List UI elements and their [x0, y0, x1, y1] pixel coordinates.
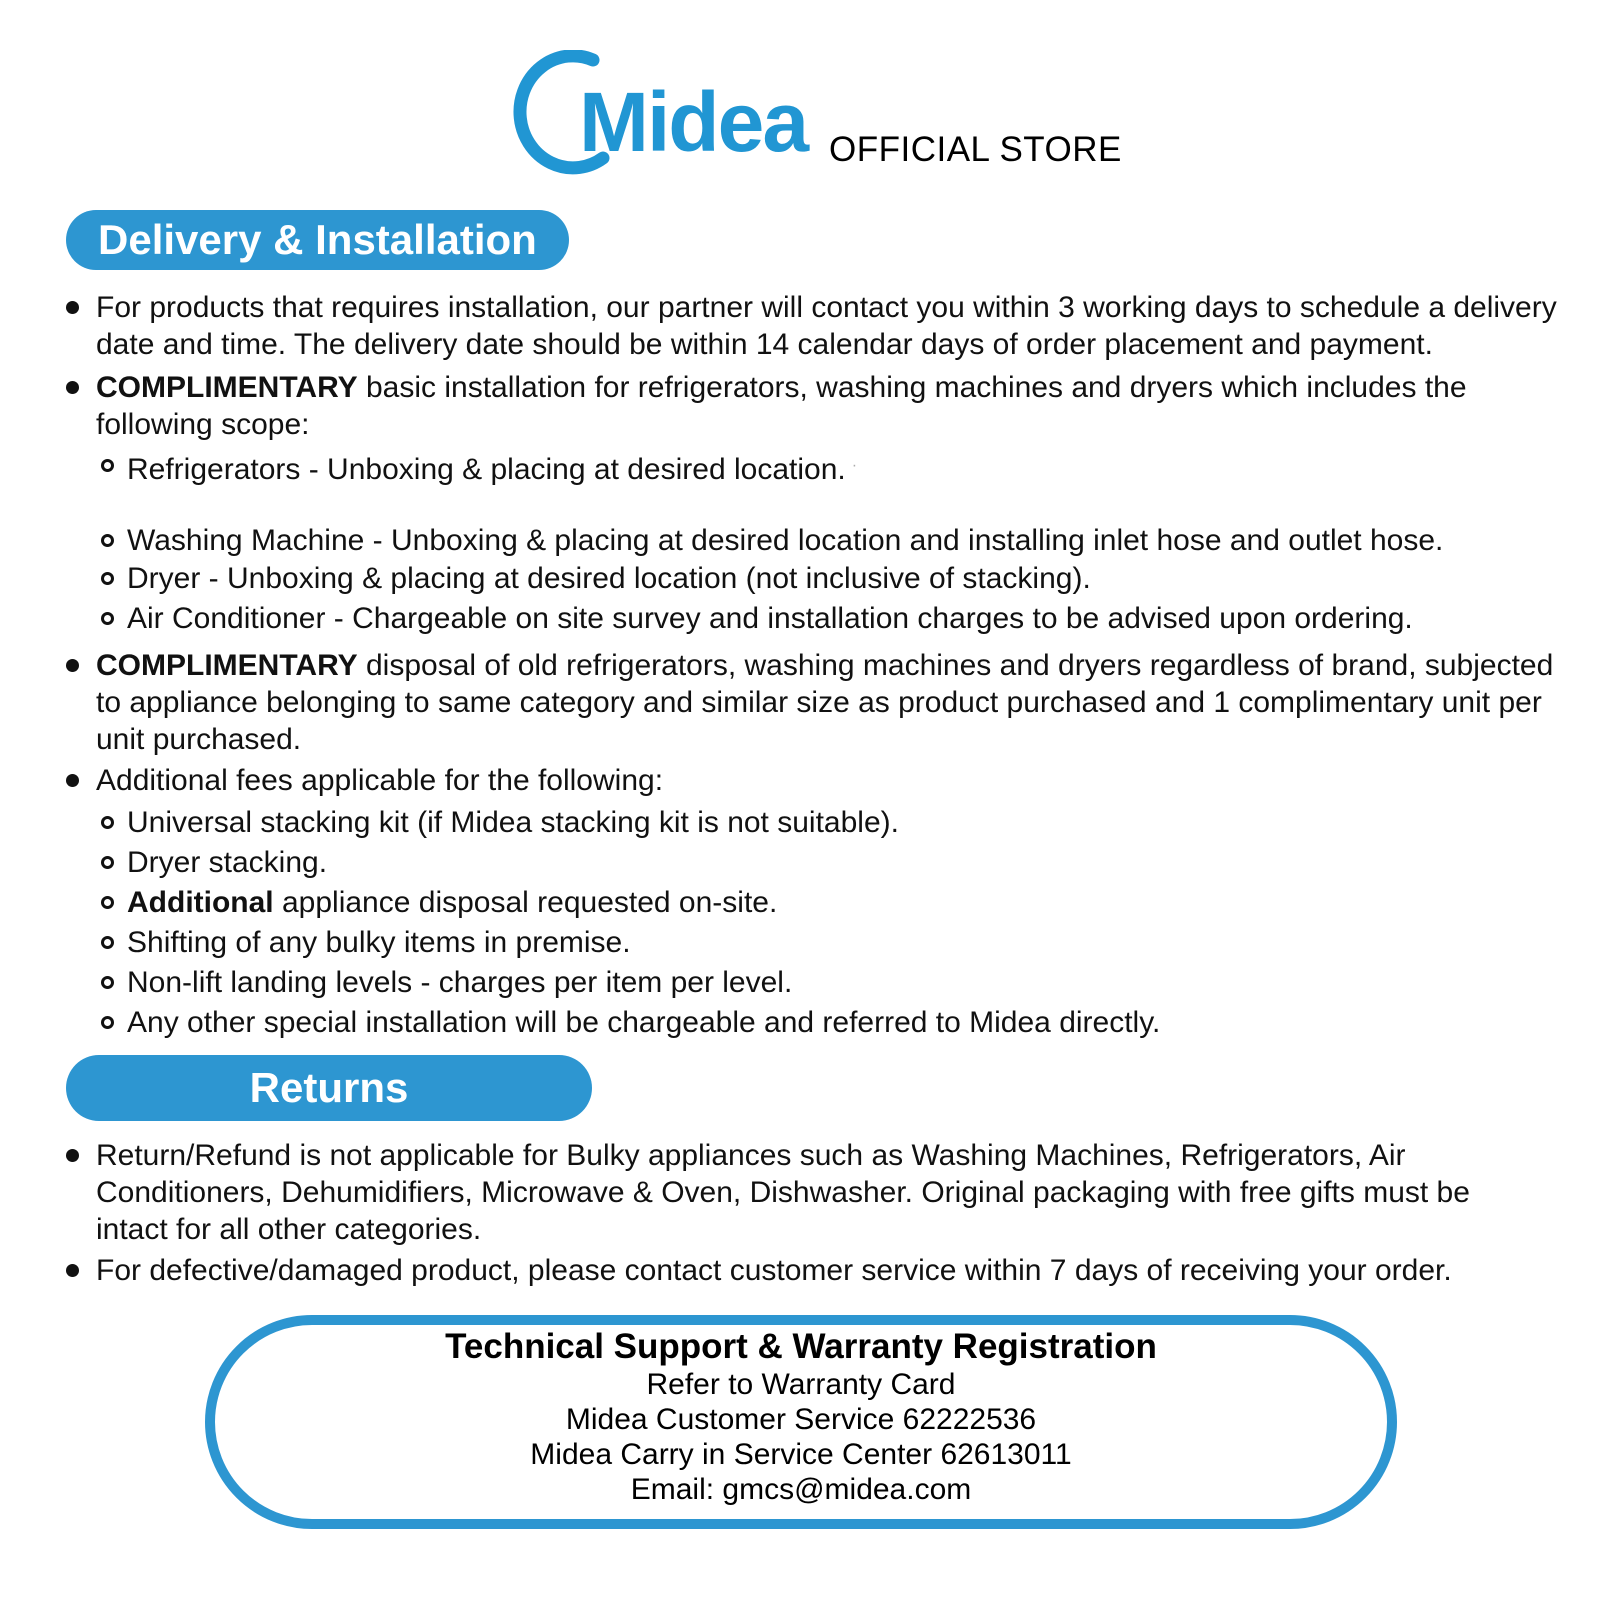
bold-lead: COMPLIMENTARY [96, 649, 358, 682]
section-header-returns: Returns [66, 1055, 592, 1121]
bullet-item-return-refund [96, 1137, 1470, 1248]
sub-item-dryer [127, 560, 1091, 597]
bullet-ring-icon [101, 936, 114, 949]
store-header [505, 36, 1145, 176]
bullet-line: For products that requires installation, our partner will contact you within 3 working days to schedule a delivery [96, 291, 1557, 324]
sub-item-text: Any other special installation will be chargeable and referred to Midea directly. [127, 1006, 1161, 1039]
bullet-line: Return/Refund is not applicable for Bulky appliances such as Washing Machines, Refrigerators, Air [96, 1139, 1406, 1172]
bullet-dot-icon [66, 659, 79, 672]
support-carry-in-center: Midea Carry in Service Center 62613011 [530, 1438, 1072, 1471]
sub-item-washing-machine [127, 522, 1443, 559]
sub-item-dryer-stacking [127, 844, 327, 881]
sub-item-air-conditioner [127, 600, 1413, 637]
bold-lead: Additional [127, 886, 274, 919]
bullet-dot-icon [66, 381, 79, 394]
bullet-item-delivery-schedule [96, 289, 1557, 363]
sub-item-text: Refrigerators - Unboxing & placing at desired location. [127, 453, 846, 486]
technical-support-box [205, 1315, 1397, 1529]
bullet-ring-icon [101, 976, 114, 989]
bullet-line: intact for all other categories. [96, 1213, 482, 1246]
section-header-delivery-installation: Delivery & Installation [66, 210, 569, 270]
bullet-dot-icon [66, 774, 79, 787]
sub-item-text: Washing Machine - Unboxing & placing at desired location and installing inlet hose and outlet hose. [127, 524, 1444, 557]
sub-item-text: Shifting of any bulky items in premise. [127, 926, 631, 959]
bullet-ring-icon [101, 856, 114, 869]
sub-item-text: appliance disposal requested on-site. [273, 886, 778, 919]
sub-item-text: Non-lift landing levels - charges per item per level. [127, 966, 793, 999]
sub-item-text: Dryer stacking. [127, 846, 328, 879]
bullet-ring-icon [101, 459, 114, 472]
bullet-line-rest: disposal of old refrigerators, washing machines and dryers regardless of brand, subjected [357, 649, 1554, 682]
bullet-item-complimentary-installation [96, 369, 1467, 443]
bullet-dot-icon [66, 1149, 79, 1162]
bullet-line: unit purchased. [96, 723, 302, 756]
bullet-item-additional-fees [96, 762, 663, 799]
support-email: Email: gmcs@midea.com [630, 1473, 972, 1506]
sub-item-text: Universal stacking kit (if Midea stacking kit is not suitable). [127, 806, 899, 839]
sub-item-refrigerators [127, 447, 857, 488]
support-warranty-card: Refer to Warranty Card [646, 1368, 956, 1401]
bullet-ring-icon [101, 572, 114, 585]
bullet-ring-icon [101, 1016, 114, 1029]
bullet-dot-icon [66, 301, 79, 314]
bullet-ring-icon [101, 534, 114, 547]
support-title: Technical Support & Warranty Registration [445, 1327, 1157, 1366]
bullet-line [96, 647, 1553, 684]
sub-item-text: Dryer - Unboxing & placing at desired location (not inclusive of stacking). [127, 562, 1091, 595]
support-customer-service: Midea Customer Service 62222536 [565, 1403, 1037, 1436]
bullet-line: Additional fees applicable for the following: [96, 764, 664, 797]
sub-item-text: Air Conditioner - Chargeable on site survey and installation charges to be advised upon ordering. [127, 602, 1413, 635]
bullet-line: to appliance belonging to same category and similar size as product purchased and 1 complimentary unit per [96, 686, 1542, 719]
bullet-line [96, 369, 1467, 406]
sub-item-shifting-bulky-items [127, 924, 631, 961]
sub-item-non-lift-landing [127, 964, 792, 1001]
sub-item-additional-disposal [127, 884, 777, 921]
bullet-line: following scope: [96, 408, 310, 441]
bullet-line: Conditioners, Dehumidifiers, Microwave & Oven, Dishwasher. Original packaging with free gifts must be [96, 1176, 1470, 1209]
bullet-line-rest: basic installation for refrigerators, washing machines and dryers which includes the [357, 371, 1467, 404]
bullet-dot-icon [66, 1264, 79, 1277]
sub-item-universal-stacking-kit [127, 804, 899, 841]
bullet-ring-icon [101, 612, 114, 625]
bullet-item-defective-product [96, 1252, 1452, 1289]
bullet-line: date and time. The delivery date should be within 14 calendar days of order placement and payment. [96, 328, 1433, 361]
store-label: OFFICIAL STORE [829, 130, 1122, 169]
brand-wordmark: Midea [579, 75, 808, 169]
bullet-ring-icon [101, 896, 114, 909]
bold-lead: COMPLIMENTARY [96, 371, 358, 404]
stray-mark: · [851, 457, 858, 474]
bullet-item-complimentary-disposal [96, 647, 1553, 758]
sub-item-special-installation [127, 1004, 1160, 1041]
bullet-ring-icon [101, 816, 114, 829]
bullet-line: For defective/damaged product, please contact customer service within 7 days of receiving your order. [96, 1254, 1452, 1287]
